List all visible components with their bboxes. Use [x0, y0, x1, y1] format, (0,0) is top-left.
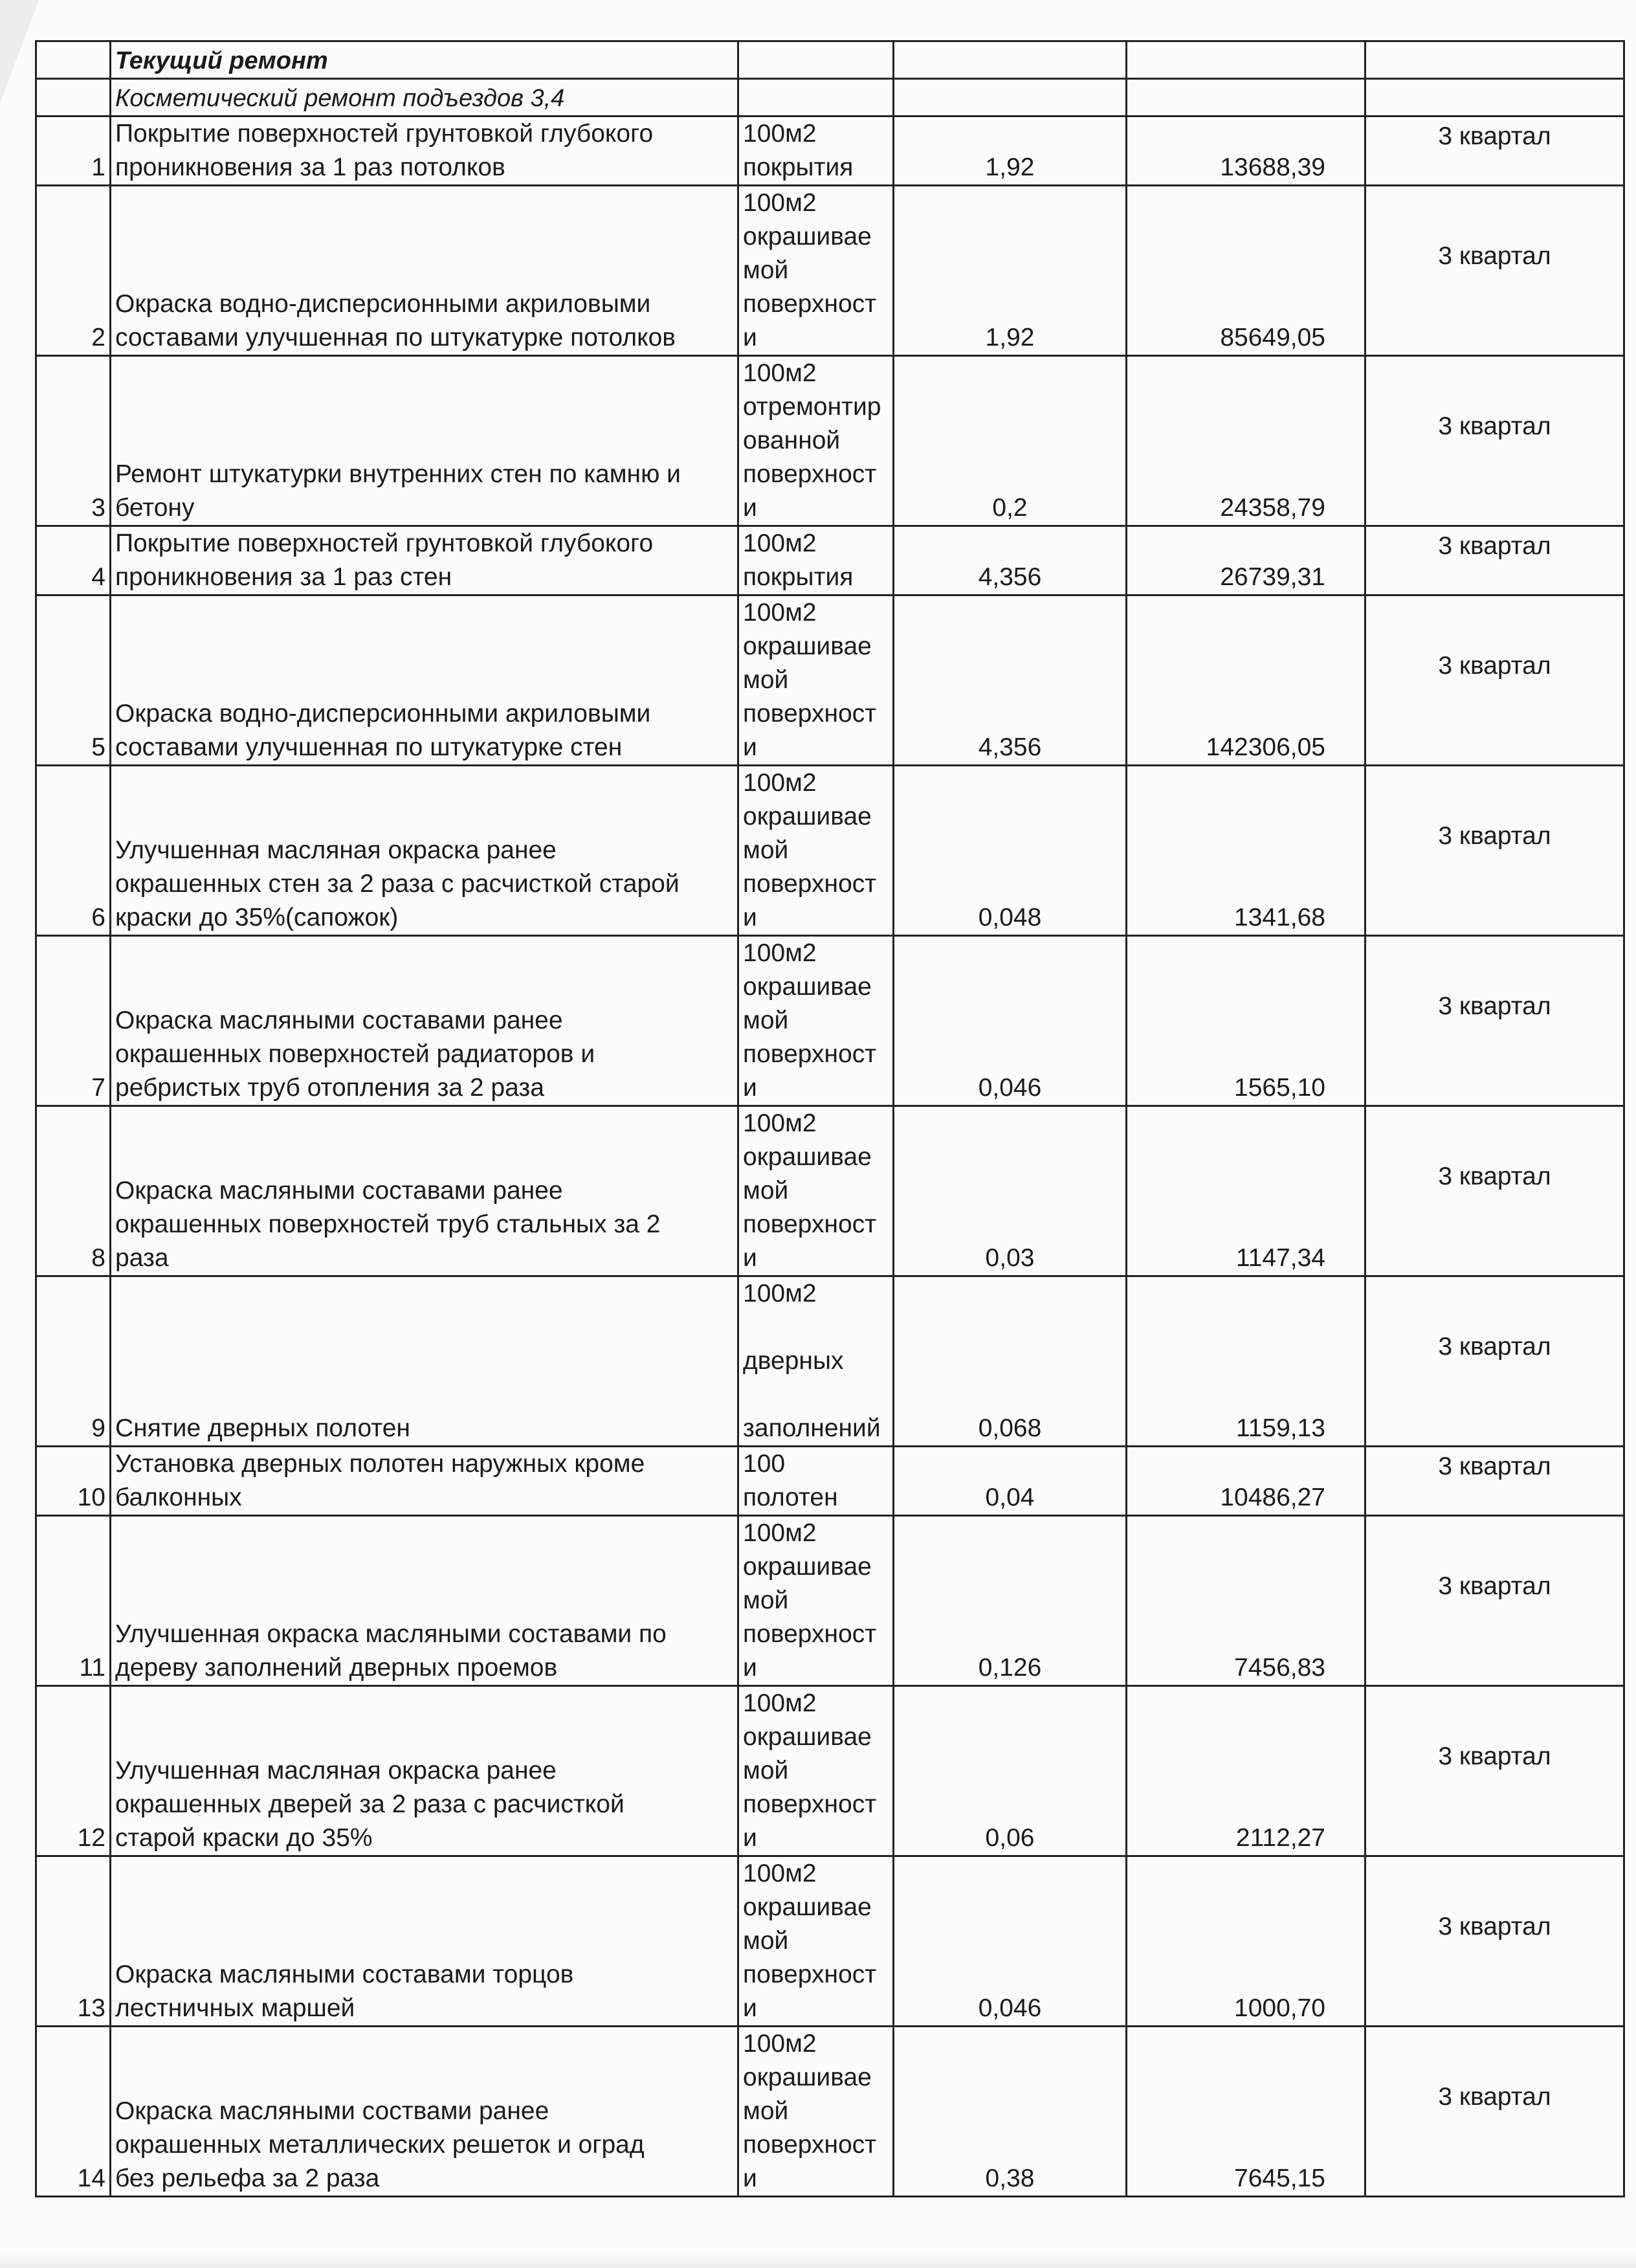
row-number: 12: [77, 1824, 105, 1852]
cost-cell: [1127, 766, 1365, 936]
cost: 1000,70: [1234, 1994, 1325, 2022]
quantity: 0,126: [978, 1654, 1042, 1682]
row-number: 13: [77, 1994, 105, 2022]
row-number: 2: [91, 324, 105, 351]
quantity: 0,068: [978, 1414, 1042, 1442]
term: 3 квартал: [1438, 532, 1551, 560]
term-cell: [1365, 1686, 1624, 1856]
unit-of-measure-cell: [738, 1686, 894, 1856]
unit-of-measure: 100 полотен: [743, 1450, 838, 1511]
cost: 1147,34: [1235, 1244, 1325, 1272]
unit-of-measure: 100м2 отремонтир ованной поверхност и: [743, 359, 881, 522]
section-title: Текущий ремонт: [111, 41, 738, 79]
unit-of-measure-cell: [738, 1106, 894, 1276]
quantity-cell: [894, 1516, 1127, 1686]
work-name-cell: [111, 595, 738, 766]
row-number-cell: [36, 117, 111, 186]
subsection-term-cell: [1365, 79, 1624, 117]
row-number: 1: [91, 153, 105, 181]
work-name: Улучшенная масляная окраска ранее окрашенных дверей за 2 раза с расчисткой старой краски до 35%: [115, 1757, 625, 1852]
table-row: [36, 356, 1624, 526]
row-number-cell: [36, 1106, 111, 1276]
term-cell: [1365, 356, 1624, 526]
cost: 85649,05: [1220, 324, 1325, 351]
quantity: 0,046: [978, 1074, 1042, 1102]
row-number: 7: [91, 1074, 105, 1102]
table-row: [36, 2027, 1624, 2197]
table-row: [36, 117, 1624, 186]
work-name: Установка дверных полотен наружных кроме балконных: [115, 1450, 645, 1511]
row-number-cell: [36, 766, 111, 936]
unit-of-measure-cell: [738, 1276, 894, 1447]
table-row: [36, 1686, 1624, 1856]
quantity: 1,92: [985, 324, 1035, 351]
subsection-num-cell: [36, 79, 111, 117]
term: 3 квартал: [1438, 242, 1551, 270]
cost: 1159,13: [1235, 1414, 1325, 1442]
work-name: Покрытие поверхностей грунтовкой глубокого проникновения за 1 раз потолков: [115, 120, 654, 181]
row-number: 10: [77, 1484, 105, 1511]
cost: 13688,39: [1220, 153, 1325, 181]
work-name: Окраска масляными составами ранее окрашенных поверхностей труб стальных за 2 раза: [115, 1177, 661, 1272]
cost-cell: [1127, 186, 1365, 356]
term: 3 квартал: [1438, 1913, 1551, 1940]
work-name: Улучшенная масляная окраска ранее окрашенных стен за 2 раза с расчисткой старой краски до 35%(сапожок): [115, 836, 680, 931]
quantity-cell: [894, 1447, 1127, 1516]
term-cell: [1365, 936, 1624, 1106]
unit-of-measure: 100м2 покрытия: [743, 529, 854, 591]
unit-of-measure-cell: [738, 117, 894, 186]
cost-cell: [1127, 1686, 1365, 1856]
term-cell: [1365, 1106, 1624, 1276]
cost-cell: [1127, 2027, 1365, 2197]
term: 3 квартал: [1438, 412, 1551, 440]
cost: 10486,27: [1220, 1484, 1325, 1511]
unit-of-measure-cell: [738, 356, 894, 526]
term: 3 квартал: [1438, 1742, 1551, 1770]
work-name-cell: [111, 1447, 738, 1516]
unit-of-measure-cell: [738, 1856, 894, 2027]
row-number: 6: [91, 904, 105, 931]
row-number-cell: [36, 1447, 111, 1516]
section-unit-cell: [738, 41, 894, 79]
term-cell: [1365, 186, 1624, 356]
quantity-cell: [894, 2027, 1127, 2197]
unit-of-measure: 100м2 окрашивае мой поверхност и: [743, 769, 877, 931]
term-cell: [1365, 117, 1624, 186]
cost-cell: [1127, 1276, 1365, 1447]
scan-bottom-edge: [0, 2252, 1636, 2268]
cost-cell: [1127, 1856, 1365, 2027]
unit-of-measure: 100м2 окрашивае мой поверхност и: [743, 1109, 877, 1272]
term-cell: [1365, 766, 1624, 936]
cost: 7645,15: [1234, 2164, 1325, 2192]
quantity-cell: [894, 1106, 1127, 1276]
quantity: 0,03: [985, 1244, 1035, 1272]
work-name-cell: [111, 1276, 738, 1447]
quantity: 1,92: [985, 153, 1035, 181]
subsection-header-row: [36, 79, 1624, 117]
work-name: Окраска масляными составами ранее окрашенных поверхностей радиаторов и ребристых труб отопления за 2 раза: [115, 1006, 595, 1102]
table-row: [36, 186, 1624, 356]
unit-of-measure-cell: [738, 526, 894, 595]
table-row: [36, 936, 1624, 1106]
cost: 2112,27: [1235, 1824, 1325, 1852]
work-name-cell: [111, 936, 738, 1106]
cost-cell: [1127, 117, 1365, 186]
row-number: 9: [91, 1414, 105, 1442]
quantity-cell: [894, 1856, 1127, 2027]
row-number-cell: [36, 936, 111, 1106]
unit-of-measure: 100м2 покрытия: [743, 120, 854, 181]
cost: 24358,79: [1220, 494, 1325, 522]
cost-cell: [1127, 1516, 1365, 1686]
section-cost-cell: [1127, 41, 1365, 79]
section-term-cell: [1365, 41, 1624, 79]
cost: 142306,05: [1206, 733, 1325, 761]
scan-folded-corner: [0, 0, 39, 104]
quantity: 0,046: [978, 1994, 1042, 2022]
row-number-cell: [36, 526, 111, 595]
table-row: [36, 595, 1624, 766]
table-row: [36, 1856, 1624, 2027]
row-number-cell: [36, 356, 111, 526]
term: 3 квартал: [1438, 1452, 1551, 1480]
term-cell: [1365, 1856, 1624, 2027]
work-name: Улучшенная окраска масляными составами по дереву заполнений дверных проемов: [115, 1620, 667, 1682]
quantity: 4,356: [978, 563, 1042, 591]
unit-of-measure-cell: [738, 1516, 894, 1686]
section-header-row: [36, 41, 1624, 79]
quantity-cell: [894, 1276, 1127, 1447]
cost-cell: [1127, 936, 1365, 1106]
quantity: 0,04: [985, 1484, 1035, 1511]
quantity-cell: [894, 526, 1127, 595]
work-name: Ремонт штукатурки внутренних стен по камню и бетону: [115, 460, 681, 522]
table-row: [36, 1106, 1624, 1276]
work-name-cell: [111, 1106, 738, 1276]
unit-of-measure-cell: [738, 186, 894, 356]
work-name: Покрытие поверхностей грунтовкой глубокого проникновения за 1 раз стен: [115, 529, 654, 591]
subsection-cost-cell: [1127, 79, 1365, 117]
unit-of-measure-cell: [738, 595, 894, 766]
table-body: [36, 41, 1624, 2197]
term-cell: [1365, 1447, 1624, 1516]
quantity: 0,06: [985, 1824, 1035, 1852]
row-number-cell: [36, 1856, 111, 2027]
row-number-cell: [36, 1516, 111, 1686]
row-number: 4: [91, 563, 105, 591]
quantity-cell: [894, 117, 1127, 186]
cost: 7456,83: [1234, 1654, 1325, 1682]
term: 3 квартал: [1438, 652, 1551, 680]
work-name: Окраска масляными соствами ранее окрашенных металлических решеток и оград без рельефа за 2 раза: [115, 2097, 645, 2192]
term: 3 квартал: [1438, 2083, 1551, 2111]
quantity-cell: [894, 1686, 1127, 1856]
term-cell: [1365, 2027, 1624, 2197]
row-number-cell: [36, 1276, 111, 1447]
unit-of-measure-cell: [738, 936, 894, 1106]
section-num-cell: [36, 41, 111, 79]
cost-cell: [1127, 526, 1365, 595]
row-number-cell: [36, 1686, 111, 1856]
cost: 1565,10: [1234, 1074, 1325, 1102]
term-cell: [1365, 1516, 1624, 1686]
table-row: [36, 1516, 1624, 1686]
subsection-qty-cell: [894, 79, 1127, 117]
subsection-title: Косметический ремонт подъездов 3,4: [111, 79, 738, 117]
quantity: 0,38: [985, 2164, 1035, 2192]
quantity: 4,356: [978, 733, 1042, 761]
unit-of-measure: 100м2 окрашивае мой поверхност и: [743, 1860, 877, 2022]
unit-of-measure: 100м2 окрашивае мой поверхност и: [743, 189, 877, 351]
unit-of-measure: 100м2 окрашивае мой поверхност и: [743, 1689, 877, 1852]
term-cell: [1365, 526, 1624, 595]
row-number: 11: [79, 1654, 105, 1682]
work-name-cell: [111, 186, 738, 356]
subsection-unit-cell: [738, 79, 894, 117]
work-name: Окраска водно-дисперсионными акриловыми составами улучшенная по штукатурке потолков: [115, 290, 676, 351]
unit-of-measure-cell: [738, 766, 894, 936]
cost-cell: [1127, 1106, 1365, 1276]
row-number-cell: [36, 595, 111, 766]
term: 3 квартал: [1438, 1333, 1551, 1361]
unit-of-measure: 100м2 окрашивае мой поверхност и: [743, 1519, 877, 1682]
quantity-cell: [894, 936, 1127, 1106]
row-number: 5: [91, 733, 105, 761]
quantity: 0,2: [992, 494, 1028, 522]
work-name: Снятие дверных полотен: [115, 1414, 410, 1442]
unit-of-measure: 100м2 окрашивае мой поверхност и: [743, 939, 877, 1102]
quantity-cell: [894, 356, 1127, 526]
cost: 26739,31: [1220, 563, 1325, 591]
quantity-cell: [894, 186, 1127, 356]
repair-works-table: [35, 40, 1625, 2197]
cost: 1341,68: [1234, 904, 1325, 931]
term: 3 квартал: [1438, 1162, 1551, 1190]
work-name-cell: [111, 117, 738, 186]
work-name-cell: [111, 766, 738, 936]
work-name-cell: [111, 356, 738, 526]
term: 3 квартал: [1438, 1572, 1551, 1600]
work-name-cell: [111, 1686, 738, 1856]
table-row: [36, 766, 1624, 936]
work-name: Окраска водно-дисперсионными акриловыми составами улучшенная по штукатурке стен: [115, 700, 651, 761]
row-number: 8: [91, 1244, 105, 1272]
work-name: Окраска масляными составами торцов лестничных маршей: [115, 1961, 574, 2022]
term: 3 квартал: [1438, 122, 1551, 150]
quantity-cell: [894, 595, 1127, 766]
unit-of-measure-cell: [738, 1447, 894, 1516]
row-number: 14: [77, 2164, 105, 2192]
term: 3 квартал: [1438, 992, 1551, 1020]
row-number-cell: [36, 186, 111, 356]
table-row: [36, 1447, 1624, 1516]
unit-of-measure: 100м2 дверных заполнений: [743, 1280, 881, 1442]
work-name-cell: [111, 2027, 738, 2197]
row-number: 3: [91, 494, 105, 522]
term: 3 квартал: [1438, 822, 1551, 850]
table-row: [36, 526, 1624, 595]
unit-of-measure: 100м2 окрашивае мой поверхност и: [743, 599, 877, 761]
quantity-cell: [894, 766, 1127, 936]
row-number-cell: [36, 2027, 111, 2197]
work-name-cell: [111, 526, 738, 595]
term-cell: [1365, 595, 1624, 766]
cost-cell: [1127, 356, 1365, 526]
cost-cell: [1127, 1447, 1365, 1516]
unit-of-measure-cell: [738, 2027, 894, 2197]
table-row: [36, 1276, 1624, 1447]
section-qty-cell: [894, 41, 1127, 79]
unit-of-measure: 100м2 окрашивае мой поверхност и: [743, 2030, 877, 2192]
quantity: 0,048: [978, 904, 1042, 931]
cost-cell: [1127, 595, 1365, 766]
term-cell: [1365, 1276, 1624, 1447]
work-name-cell: [111, 1516, 738, 1686]
work-name-cell: [111, 1856, 738, 2027]
